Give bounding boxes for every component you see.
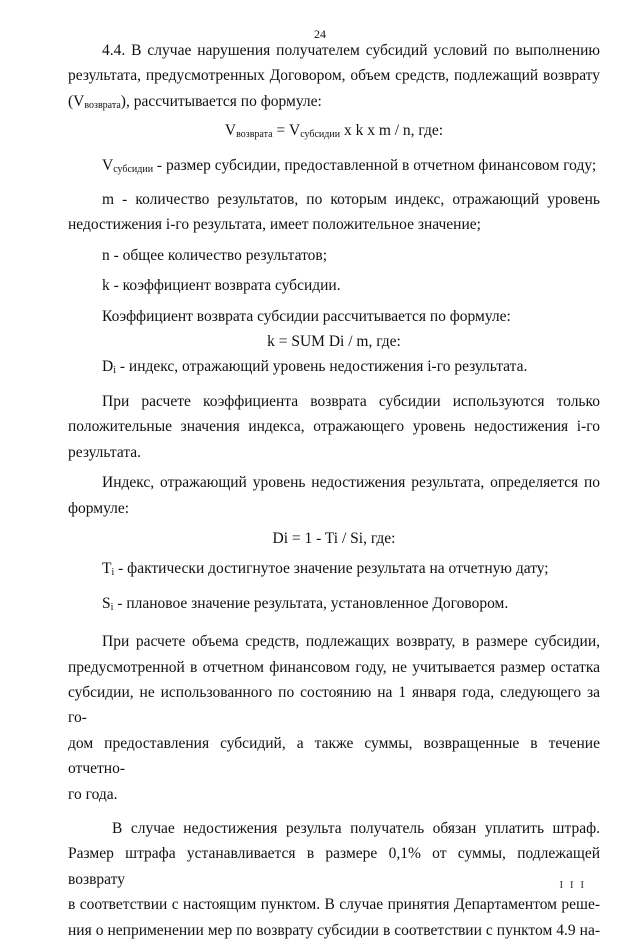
definition-v [68, 153, 600, 182]
text-line: В случае недостижения результа получатель обязан уплатить штраф. [112, 819, 600, 837]
text-line: в соответствии с настоящим пунктом. В случае принятия Департаментом реше- [68, 896, 600, 914]
text-line: Индекс, отражающий уровень недостижения результата, определяется по [102, 474, 600, 492]
text-line: субсидии, не использованного по состоянию на 1 января года, следующего за го- [68, 683, 600, 727]
text-span: - плановое значение результата, установленное Договором. [113, 594, 509, 612]
formula-refund [68, 118, 600, 147]
paragraph-penalty [68, 816, 600, 943]
subscript: возврата [84, 99, 121, 111]
text-line: формуле: [68, 499, 130, 517]
text-line: Размер штрафа устанавливается в размере 0,1% от суммы, подлежащей возврату [68, 845, 600, 888]
subscript: i [113, 365, 116, 377]
text-line: результата, предусмотренных Договором, объем средств, подлежащий возврату [68, 67, 600, 85]
text-span: x k x m / n, где: [340, 122, 444, 140]
definition-n: n - общее количество результатов; [102, 246, 328, 264]
text-span: T [102, 560, 112, 578]
text-span: = V [272, 122, 301, 140]
subscript: возврата [236, 129, 273, 141]
subscript: i [110, 601, 114, 613]
subscript: i [111, 567, 115, 579]
paragraph-positive-values [68, 389, 600, 465]
text-span: - размер субсидии, предоставленной в отчетном финансовом году; [153, 156, 597, 174]
text-span: - фактически достигнутое значение результата на отчетную дату; [114, 560, 549, 578]
definition-m [68, 187, 600, 238]
formula-d: Di = 1 - Ti / Si, где: [272, 529, 396, 547]
text-span: (V [68, 92, 85, 110]
paragraph-refund-volume [68, 629, 600, 807]
document-body [68, 38, 600, 943]
definition-t [68, 556, 600, 585]
definition-d [68, 354, 600, 383]
text-span: D [102, 358, 114, 376]
text-line [68, 89, 600, 118]
text-line: При расчете коэффициента возврата субсидии используются только [102, 392, 600, 410]
text-span: V [102, 156, 114, 174]
text-line: го года. [68, 785, 118, 803]
footer-mark: I I I [559, 879, 586, 891]
text-line: m - количество результатов, по которым индекс, отражающий уровень [102, 191, 600, 209]
text-span: V [224, 122, 237, 140]
paragraph-index [68, 470, 600, 521]
text-line: При расчете объема средств, подлежащих возврату, в размере субсидии, [102, 633, 600, 651]
text-line: 4.4. В случае нарушения получателем субсидий условий по выполнению [102, 42, 600, 59]
text-span: - индекс, отражающий уровень недостижения i-го результата. [115, 358, 528, 376]
text-line: предусмотренной в отчетном финансовом году, не учитывается размер остатка [68, 658, 600, 676]
subscript: субсидии [300, 129, 341, 141]
text-line: ния о неприменении мер по возврату субсидии в соответствии с пунктом 4.9 на- [68, 921, 600, 939]
text-line: дом предоставления субсидий, а также суммы, возвращенные в течение отчетно- [68, 734, 600, 778]
definition-k: k - коэффициент возврата субсидии. [102, 277, 341, 295]
text-span: S [102, 594, 111, 612]
text-span: ), рассчитывается по формуле: [120, 92, 322, 110]
definition-s [68, 591, 600, 620]
text-line: результата. [68, 443, 142, 461]
formula-k: k = SUM Di / m, где: [267, 333, 401, 351]
subscript: субсидии [113, 163, 154, 175]
page-number: 24 [314, 27, 326, 41]
paragraph-4-4 [68, 38, 600, 118]
text-line: недостижения i-го результата, имеет положительное значение; [68, 216, 481, 234]
text-line: положительные значения индекса, отражающего уровень недостижения i-го [68, 418, 600, 436]
k-formula-intro: Коэффициент возврата субсидии рассчитывается по формуле: [102, 307, 511, 325]
